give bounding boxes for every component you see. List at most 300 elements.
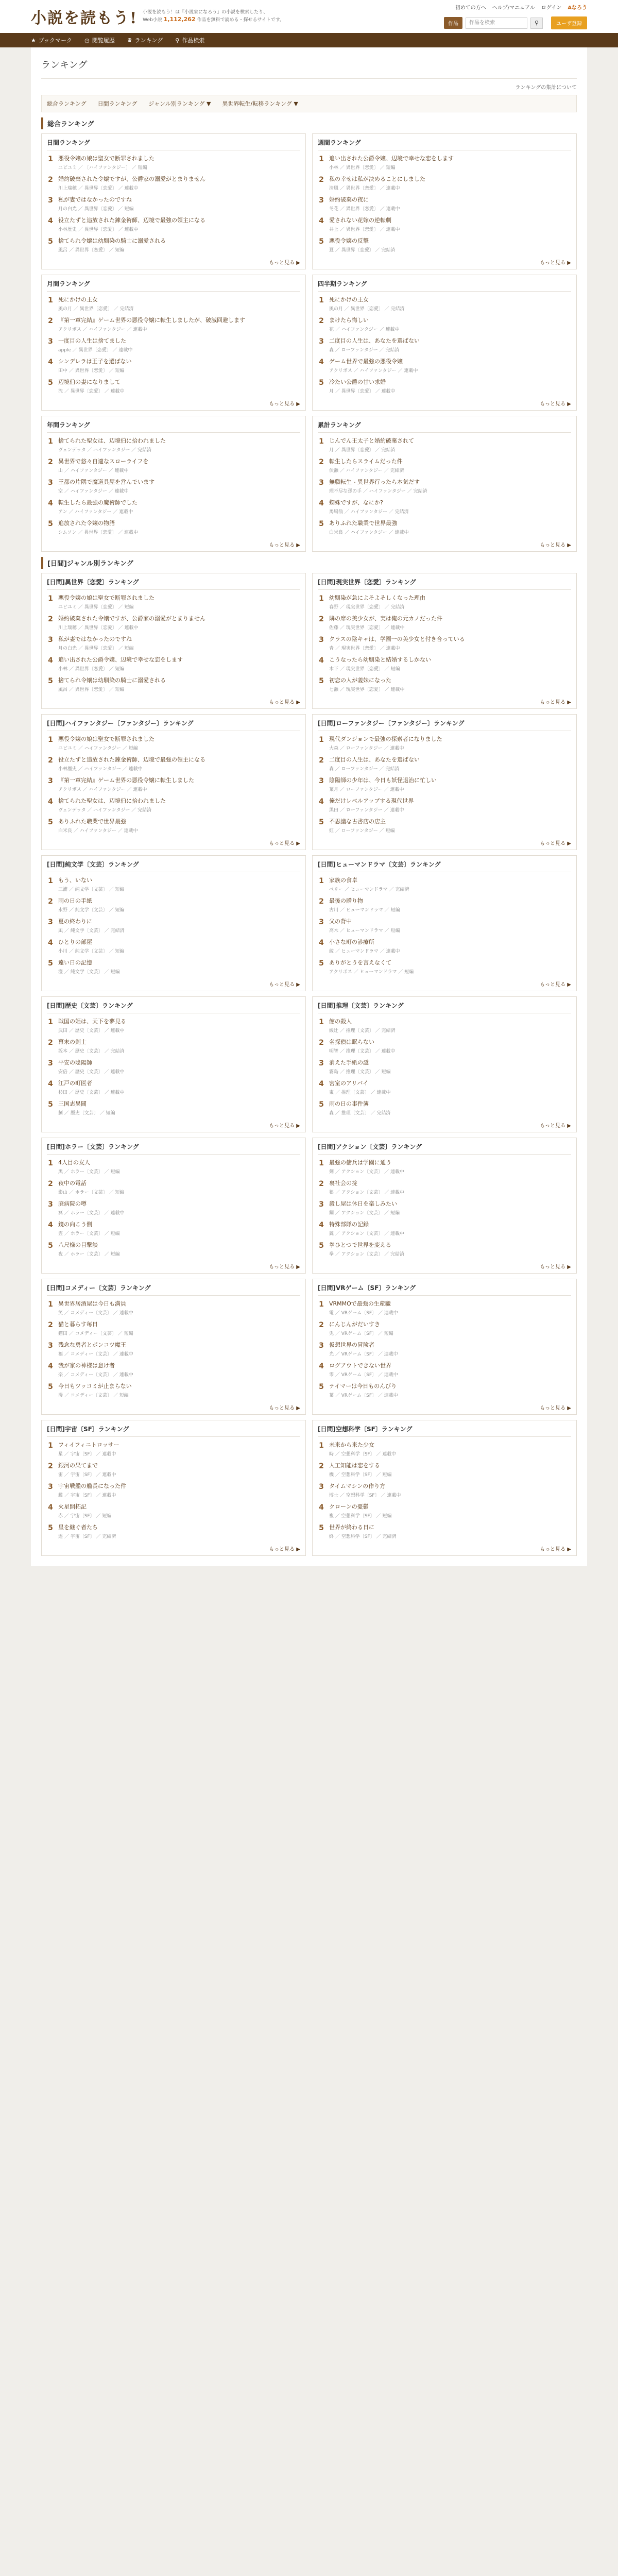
ranking-entry: [318, 1015, 571, 1036]
novel-title-link[interactable]: 廃病院の噂: [58, 1200, 87, 1207]
ranking-card: [41, 275, 306, 411]
novel-title-link[interactable]: 現代ダンジョンで最強の探索者になりました: [329, 736, 442, 742]
novel-title-link[interactable]: 追い出された公爵令嬢、辺境で幸せな恋をします: [58, 656, 183, 663]
novel-title-link[interactable]: 転生したら最強の魔術師でした: [58, 499, 138, 506]
ranking-entry: [47, 592, 300, 613]
novel-meta: 霊 ／ ホラー〔文芸〕 ／ 短編: [58, 1231, 120, 1236]
novel-meta: 綾 ／ ヒューマンドラマ ／ 連載中: [329, 949, 400, 954]
novel-title-link[interactable]: じんでん王太子と婚約破棄されて: [329, 437, 414, 444]
novel-title-link[interactable]: 陰陽師の少年は、今日も妖怪退治に忙しい: [329, 777, 437, 784]
novel-meta: 清風 ／ 異世界〔恋愛〕 ／ 連載中: [329, 186, 400, 191]
novel-title-link[interactable]: ありがとうを言えなくて: [329, 959, 391, 966]
more-link[interactable]: もっと見る ▶: [540, 1264, 571, 1270]
bookmark-icon: ★: [31, 37, 36, 44]
ranking-sections: [41, 117, 577, 1556]
novel-meta: 機 ／ 空想科学〔SF〕 ／ 短編: [329, 1472, 392, 1478]
novel-title-link[interactable]: 家族の食卓: [329, 877, 357, 884]
rank-number: 5: [319, 379, 324, 387]
ranking-entry: [318, 654, 571, 674]
rank-number: 2: [319, 1321, 324, 1329]
novel-title-link[interactable]: 婚約破棄の夜に: [329, 196, 369, 203]
novel-meta: 綾辻 ／ 推理〔文芸〕 ／ 完結済: [329, 1028, 396, 1033]
novel-meta: 福 ／ コメディー〔文芸〕 ／ 連載中: [58, 1352, 133, 1357]
ranking-card: [312, 1420, 577, 1556]
nav-ranking[interactable]: ♛ ランキング: [127, 37, 163, 44]
rank-number: 1: [319, 877, 324, 885]
ranking-entry: [47, 1157, 300, 1177]
more-link[interactable]: もっと見る ▶: [269, 401, 300, 407]
novel-title-link[interactable]: ゲーム世界で最強の悪役令嬢: [329, 358, 403, 365]
novel-title-link[interactable]: 銀河の果てまで: [58, 1462, 98, 1469]
novel-meta: アクリボス ／ ハイファンタジー ／ 連載中: [329, 368, 418, 374]
rank-number: 1: [319, 437, 324, 446]
rank-number: 4: [319, 939, 324, 947]
more-link[interactable]: もっと見る ▶: [269, 982, 300, 988]
novel-title-link[interactable]: 蜘蛛ですが、なにか?: [329, 499, 383, 506]
rank-number: 4: [319, 656, 324, 665]
ranking-entry: [318, 476, 571, 497]
ranking-card-title: [日間]ホラー〔文芸〕ランキング: [47, 1142, 300, 1155]
novel-title-link[interactable]: まけたら悔しい: [329, 317, 369, 324]
rank-number: 1: [319, 296, 324, 304]
novel-title-link[interactable]: 悪役令嬢の反撃: [329, 238, 369, 244]
ranking-entry: [47, 916, 300, 936]
novel-title-link[interactable]: 消えた手紙の謎: [329, 1059, 369, 1066]
novel-title-link[interactable]: 小さな町の診療所: [329, 939, 374, 945]
novel-title-link[interactable]: タイムマシンの作り方: [329, 1483, 386, 1489]
novel-title-link[interactable]: 遠い日の記憶: [58, 959, 92, 966]
novel-title-link[interactable]: 二度目の人生は、あなたを選ばない: [329, 337, 420, 344]
ranking-entry: [318, 376, 571, 397]
ranking-entry: [318, 314, 571, 335]
rank-number: 3: [48, 1483, 53, 1491]
search-bar: [444, 16, 587, 29]
ranking-entry: [47, 194, 300, 214]
novel-meta: 宙 ／ 宇宙〔SF〕 ／ 連載中: [58, 1472, 116, 1478]
rank-number: 2: [319, 176, 324, 184]
rank-number: 1: [319, 736, 324, 744]
novel-meta: 山 ／ ハイファンタジー ／ 連載中: [58, 468, 129, 473]
rank-number: 2: [319, 458, 324, 466]
ranking-entry: [318, 294, 571, 314]
novel-meta: ヴェンデッタ ／ ハイファンタジー ／ 完結済: [58, 448, 152, 453]
more-link[interactable]: もっと見る ▶: [269, 543, 300, 548]
novel-title-link[interactable]: 夜中の電話: [58, 1180, 87, 1187]
novel-title-link[interactable]: 追い出された公爵令嬢、辺境で幸せな恋をします: [329, 155, 454, 162]
ranking-filter-bar: [41, 95, 577, 112]
filter-genre[interactable]: ジャンル別ランキング ▼: [148, 100, 211, 107]
more-link[interactable]: もっと見る ▶: [540, 543, 571, 548]
novel-meta: apple ／ 異世界〔恋愛〕 ／ 連載中: [58, 348, 133, 353]
novel-title-link[interactable]: 三国志異聞: [58, 1100, 87, 1107]
novel-title-link[interactable]: 私が妻ではなかったのですね: [58, 636, 132, 642]
rank-number: 4: [48, 1503, 53, 1512]
novel-title-link[interactable]: ありふれた職業で世界最強: [58, 818, 126, 825]
more-link[interactable]: もっと見る ▶: [540, 1547, 571, 1552]
rank-number: 5: [48, 520, 53, 528]
rank-number: 1: [48, 1159, 53, 1167]
rank-number: 3: [48, 636, 53, 644]
site-header: [0, 0, 618, 33]
ranking-entry: [318, 1339, 571, 1360]
novel-meta: 田中 ／ 異世界〔恋愛〕 ／ 短編: [58, 368, 125, 374]
novel-title-link[interactable]: クローンの憂鬱: [329, 1503, 369, 1510]
novel-meta: 劉 ／ 歴史〔文芸〕 ／ 短編: [58, 1111, 115, 1116]
filter-overall[interactable]: 総合ランキング: [47, 100, 87, 107]
novel-title-link[interactable]: 館の殺人: [329, 1018, 352, 1025]
novel-title-link[interactable]: 未来から来た少女: [329, 1442, 374, 1448]
more-link[interactable]: もっと見る ▶: [540, 401, 571, 407]
novel-title-link[interactable]: 捨てられた聖女は、辺境伯に拾われました: [58, 437, 166, 444]
rank-number: 3: [48, 1342, 53, 1350]
rank-number: 2: [319, 317, 324, 325]
novel-title-link[interactable]: にんじんがだいすき: [329, 1321, 380, 1328]
main-nav: [0, 33, 618, 47]
ranking-entry: [318, 1480, 571, 1501]
ranking-entry: [47, 795, 300, 816]
ranking-card-title: [日間]ハイファンタジー〔ファンタジー〕ランキング: [47, 719, 300, 731]
ranking-entry: [318, 214, 571, 235]
novel-title-link[interactable]: 夏の終わりに: [58, 918, 92, 925]
novel-title-link[interactable]: 拳ひとつで世界を変える: [329, 1242, 391, 1248]
rank-number: 5: [48, 1242, 53, 1250]
ranking-entry: [318, 795, 571, 816]
rank-number: 1: [319, 155, 324, 163]
ranking-card-title: 累計ランキング: [318, 420, 571, 433]
novel-meta: 月 ／ 異世界〔恋愛〕 ／ 連載中: [329, 389, 396, 394]
novel-title-link[interactable]: 捨てられ令嬢は幼馴染の騎士に溺愛される: [58, 677, 166, 684]
ranking-entry: [47, 1015, 300, 1036]
novel-title-link[interactable]: 火星開拓記: [58, 1503, 87, 1510]
rank-number: 2: [319, 1039, 324, 1047]
novel-title-link[interactable]: 雨の日の事件簿: [329, 1100, 369, 1107]
novel-title-link[interactable]: 残念な勇者とポンコツ魔王: [58, 1342, 126, 1348]
more-link[interactable]: もっと見る ▶: [269, 1123, 300, 1129]
more-link[interactable]: もっと見る ▶: [269, 1264, 300, 1270]
user-register-button[interactable]: ユーザ登録: [551, 16, 587, 29]
rank-number: 4: [48, 1362, 53, 1370]
novel-title-link[interactable]: 仮想世界の冒険者: [329, 1342, 374, 1348]
ranking-entry: [47, 1521, 300, 1542]
novel-title-link[interactable]: 猫と暮らす毎日: [58, 1321, 98, 1328]
site-tagline: [143, 9, 313, 24]
ranking-entry: [47, 517, 300, 538]
novel-meta: 森 ／ ローファンタジー ／ 完結済: [329, 348, 400, 353]
novel-title-link[interactable]: ありふれた職業で世界最強: [329, 520, 397, 527]
novel-meta: 楽 ／ コメディー〔文芸〕 ／ 連載中: [58, 1372, 133, 1378]
ranking-entry: [47, 214, 300, 235]
novel-title-link[interactable]: 人工知能は恋をする: [329, 1462, 380, 1469]
novel-title-link[interactable]: 星を継ぐ者たち: [58, 1524, 98, 1531]
novel-title-link[interactable]: 父の背中: [329, 918, 352, 925]
novel-title-link[interactable]: 一度目の人生は捨てました: [58, 337, 126, 344]
novel-title-link[interactable]: 二度目の人生は、あなたを選ばない: [329, 756, 420, 763]
novel-meta: 光 ／ VRゲーム〔SF〕 ／ 連載中: [329, 1352, 398, 1357]
novel-meta: ヴェンデッタ ／ ハイファンタジー ／ 完結済: [58, 808, 152, 813]
ranking-entry: [47, 774, 300, 795]
ranking-about-link[interactable]: ランキングの集計について: [515, 85, 577, 91]
novel-title-link[interactable]: 最後の贈り物: [329, 897, 363, 904]
novel-title-link[interactable]: 悪役令嬢の娘は聖女で断罪されました: [58, 155, 154, 162]
rank-number: 1: [48, 437, 53, 446]
novel-title-link[interactable]: 異世界居酒屋は今日も満員: [58, 1300, 126, 1307]
novel-title-link[interactable]: 死にかけの王女: [58, 296, 98, 303]
novel-meta: 拳 ／ アクション〔文芸〕 ／ 完結済: [329, 1252, 404, 1257]
rank-number: 5: [48, 1383, 53, 1391]
novel-title-link[interactable]: 役立たずと追放された錬金術師、辺境で最強の領主になる: [58, 217, 205, 224]
ranking-entry: [47, 476, 300, 497]
ranking-entry: [318, 1177, 571, 1198]
ranking-entry: [318, 1380, 571, 1401]
novel-title-link[interactable]: 幕末の剣士: [58, 1039, 87, 1045]
novel-title-link[interactable]: 江戸の町医者: [58, 1080, 92, 1087]
filter-isekai[interactable]: 異世界転生/転移ランキング ▼: [222, 100, 298, 107]
novel-meta: 星 ／ 宇宙〔SF〕 ／ 連載中: [58, 1452, 116, 1457]
rank-number: 3: [319, 1483, 324, 1491]
rank-number: 1: [48, 595, 53, 603]
rank-number: 5: [48, 818, 53, 826]
novel-meta: 猫田 ／ コメディー〔文芸〕 ／ 短編: [58, 1331, 133, 1336]
novel-title-link[interactable]: 死にかけの王女: [329, 296, 369, 303]
novel-title-link[interactable]: 宇宙戦艦の艦長になった件: [58, 1483, 126, 1489]
novel-title-link[interactable]: 転生したらスライムだった件: [329, 458, 403, 465]
novel-title-link[interactable]: 裏社会の掟: [329, 1180, 357, 1187]
ranking-entry: [47, 613, 300, 633]
site-logo[interactable]: 小説を読もう!: [31, 9, 138, 27]
rank-number: 3: [48, 337, 53, 346]
ranking-entry: [318, 173, 571, 194]
rank-number: 1: [48, 1442, 53, 1450]
more-link[interactable]: もっと見る ▶: [540, 260, 571, 266]
ranking-card: [312, 714, 577, 850]
rank-number: 2: [48, 1462, 53, 1470]
help-link[interactable]: ヘルプ/マニュアル: [492, 5, 535, 11]
rank-number: 3: [319, 479, 324, 487]
ranking-entry: [47, 1318, 300, 1339]
ranking-card-title: [日間]異世界〔恋愛〕ランキング: [47, 578, 300, 590]
novel-meta: 風の月 ／ 異世界〔恋愛〕 ／ 完結済: [329, 307, 405, 312]
novel-meta: 博士 ／ 空想科学〔SF〕 ／ 連載中: [329, 1493, 401, 1498]
novel-title-link[interactable]: 今日もツッコミが止まらない: [58, 1383, 132, 1389]
novel-meta: 白米良 ／ ハイファンタジー ／ 連載中: [58, 828, 138, 834]
novel-title-link[interactable]: 名探偵は眠らない: [329, 1039, 374, 1045]
novel-meta: 兎 ／ VRゲーム〔SF〕 ／ 短編: [329, 1331, 393, 1336]
ranking-card-title: [日間]コメディー〔文芸〕ランキング: [47, 1283, 300, 1296]
novel-meta: ユビユミ ／ 〔ハイファンタジー〕 ／ 短編: [58, 165, 147, 171]
more-link[interactable]: もっと見る ▶: [269, 841, 300, 846]
novel-title-link[interactable]: 4人目の友人: [58, 1159, 90, 1166]
novel-meta: 小林 ／ 異世界〔恋愛〕 ／ 短編: [329, 165, 396, 171]
novel-meta: 高木 ／ ヒューマンドラマ ／ 短編: [329, 928, 400, 934]
ranking-entry: [47, 816, 300, 836]
more-link[interactable]: もっと見る ▶: [269, 260, 300, 266]
page-title: ランキング: [41, 54, 577, 79]
nav-search[interactable]: ⚲ 作品検索: [175, 37, 205, 44]
novel-title-link[interactable]: 捨てられた聖女は、辺境伯に拾われました: [58, 798, 166, 804]
ranking-card: [41, 416, 306, 552]
search-icon: ⚲: [175, 37, 180, 44]
ranking-card-title: [日間]宇宙〔SF〕ランキング: [47, 1425, 300, 1437]
novel-title-link[interactable]: もう、いない: [58, 877, 92, 884]
novel-title-link[interactable]: ひとりの部屋: [58, 939, 92, 945]
novel-meta: 複 ／ 空想科学〔SF〕 ／ 短編: [329, 1514, 392, 1519]
novel-meta: 森 ／ ローファンタジー ／ 完結済: [329, 767, 400, 772]
ranking-card-title: 月間ランキング: [47, 279, 300, 292]
novel-title-link[interactable]: 婚約破棄された令嬢ですが、公爵家の溺愛がとまりません: [58, 615, 205, 622]
filter-daily[interactable]: 日間ランキング: [97, 100, 138, 107]
novel-title-link[interactable]: 鏡の向こう側: [58, 1221, 92, 1228]
novel-meta: 漫 ／ コメディー〔文芸〕 ／ 短編: [58, 1393, 129, 1398]
ranking-entry: [318, 435, 571, 455]
more-link[interactable]: もっと見る ▶: [269, 700, 300, 705]
novel-title-link[interactable]: 冷たい公爵の甘い求婚: [329, 379, 386, 385]
novel-meta: 安倍 ／ 歴史〔文芸〕 ／ 連載中: [58, 1070, 125, 1075]
novel-meta: 七瀬 ／ 現実世界〔恋愛〕 ／ 連載中: [329, 687, 405, 692]
novel-title-link[interactable]: 役立たずと追放された錬金術師、辺境で最強の領主になる: [58, 756, 205, 763]
ranking-entry: [47, 936, 300, 957]
login-link[interactable]: ログイン: [541, 5, 562, 11]
novel-title-link[interactable]: シンデレラは王子を選ばない: [58, 358, 132, 365]
nav-bookmark[interactable]: ★ ブックマーク: [31, 37, 73, 44]
rank-number: 3: [319, 1342, 324, 1350]
ranking-entry: [47, 733, 300, 754]
novel-meta: 冬花 ／ 異世界〔恋愛〕 ／ 連載中: [329, 207, 400, 212]
novel-title-link[interactable]: フィイフィニトロッサー: [58, 1442, 119, 1448]
rank-number: 4: [319, 358, 324, 366]
novel-title-link[interactable]: 悪役令嬢の娘は聖女で断罪されました: [58, 736, 154, 742]
novel-meta: 風の月 ／ 異世界〔恋愛〕 ／ 完結済: [58, 307, 134, 312]
novel-title-link[interactable]: 王都の片隅で魔道具屋を営んでいます: [58, 479, 154, 485]
novel-title-link[interactable]: 隣の席の美少女が、実は俺の元カノだった件: [329, 615, 442, 622]
novel-title-link[interactable]: 平安の陰陽師: [58, 1059, 92, 1066]
novel-title-link[interactable]: 婚約破棄された令嬢ですが、公爵家の溺愛がとまりません: [58, 176, 205, 182]
novel-meta: 杉田 ／ 歴史〔文芸〕 ／ 連載中: [58, 1090, 125, 1095]
rank-number: 2: [319, 615, 324, 623]
ranking-entry: [47, 1239, 300, 1260]
novel-title-link[interactable]: 愛されない花嫁の逆転劇: [329, 217, 391, 224]
ranking-card: [312, 133, 577, 269]
novel-meta: 井上 ／ 異世界〔恋愛〕 ／ 連載中: [329, 227, 400, 232]
novel-meta: アクリボス ／ ハイファンタジー ／ 連載中: [58, 327, 147, 332]
ranking-entry: [318, 592, 571, 613]
novel-meta: シムソン ／ 異世界〔恋愛〕 ／ 連載中: [58, 530, 139, 535]
ranking-card: [41, 1420, 306, 1556]
rank-number: 5: [319, 1383, 324, 1391]
more-link[interactable]: もっと見る ▶: [540, 1123, 571, 1129]
rank-number: 1: [48, 736, 53, 744]
more-link[interactable]: もっと見る ▶: [269, 1547, 300, 1552]
ranking-entry: [318, 497, 571, 517]
novel-title-link[interactable]: 追放された令嬢の物語: [58, 520, 115, 527]
ranking-entry: [318, 1360, 571, 1380]
novel-meta: 剣 ／ アクション〔文芸〕 ／ 連載中: [329, 1170, 404, 1175]
ranking-entry: [47, 874, 300, 895]
novel-title-link[interactable]: 八尺様の目撃談: [58, 1242, 98, 1248]
novel-title-link[interactable]: テイマーは今日ものんびり: [329, 1383, 397, 1389]
novel-meta: 佐藤 ／ 現実世界〔恋愛〕 ／ 連載中: [329, 625, 405, 631]
novel-title-link[interactable]: 殺し屋は休日を楽しみたい: [329, 1200, 397, 1207]
more-link[interactable]: もっと見る ▶: [540, 982, 571, 988]
rank-number: 1: [48, 296, 53, 304]
rank-number: 5: [319, 818, 324, 826]
novel-title-link[interactable]: 『第一章完結』ゲーム世界の悪役令嬢に転生しましたが、破滅回避します: [58, 317, 245, 324]
rank-number: 5: [319, 1242, 324, 1250]
ranking-entry: [318, 1521, 571, 1542]
more-link[interactable]: もっと見る ▶: [269, 1405, 300, 1411]
novel-title-link[interactable]: 辺境伯の妻になりまして: [58, 379, 121, 385]
more-link[interactable]: もっと見る ▶: [540, 841, 571, 846]
novel-title-link[interactable]: こうなったら幼馴染と結婚するしかない: [329, 656, 431, 663]
rank-number: 5: [319, 959, 324, 968]
novel-meta: 大森 ／ ローファンタジー ／ 連載中: [329, 746, 404, 751]
rank-number: 5: [319, 238, 324, 246]
more-link[interactable]: もっと見る ▶: [540, 700, 571, 705]
ranking-entry: [318, 1218, 571, 1239]
search-type-select[interactable]: 作品: [444, 17, 462, 29]
ranking-entry: [318, 1501, 571, 1521]
novel-title-link[interactable]: ログアウトできない世界: [329, 1362, 391, 1369]
ranking-entry: [47, 1439, 300, 1460]
search-input[interactable]: [466, 18, 527, 29]
novel-title-link[interactable]: 『第一章完結』ゲーム世界の悪役令嬢に転生しました: [58, 777, 194, 784]
novel-meta: ベリー ／ ヒューマンドラマ ／ 完結済: [329, 887, 409, 892]
rank-number: 4: [319, 1503, 324, 1512]
novel-title-link[interactable]: 戦国の姫は、天下を夢見る: [58, 1018, 126, 1025]
novel-title-link[interactable]: 私の幸せは私が決めることにしました: [329, 176, 425, 182]
ranking-entry: [47, 355, 300, 376]
ranking-entry: [47, 1057, 300, 1077]
nav-history[interactable]: ◷ 閲覧履歴: [84, 37, 115, 44]
rank-number: 3: [319, 777, 324, 785]
ranking-entry: [47, 294, 300, 314]
novel-title-link[interactable]: VRMMOで最強の生産職: [329, 1300, 391, 1307]
novel-title-link[interactable]: 最強の傭兵は学園に通う: [329, 1159, 391, 1166]
novel-title-link[interactable]: クラスの陰キャは、学園一の美少女と付き合っている: [329, 636, 465, 642]
ranking-entry: [47, 1480, 300, 1501]
novel-title-link[interactable]: 雨の日の手紙: [58, 897, 92, 904]
novel-title-link[interactable]: 無職転生 - 異世界行ったら本気だす: [329, 479, 420, 485]
novel-title-link[interactable]: 捨てられ令嬢は幼馴染の騎士に溺愛される: [58, 238, 166, 244]
novel-title-link[interactable]: 異世界で悠々自適なスローライフを: [58, 458, 149, 465]
novel-title-link[interactable]: 不思議な古書店の店主: [329, 818, 386, 825]
search-icon[interactable]: ⚲: [530, 18, 543, 29]
novel-title-link[interactable]: 俺だけレベルアップする現代世界: [329, 798, 414, 804]
first-visit-link[interactable]: 初めての方へ: [455, 5, 486, 11]
ranking-entry: [318, 916, 571, 936]
novel-title-link[interactable]: 世界が終わる日に: [329, 1524, 374, 1531]
novel-meta: 黒田 ／ ローファンタジー ／ 連載中: [329, 808, 404, 813]
novel-meta: 古川 ／ ヒューマンドラマ ／ 短編: [329, 908, 400, 913]
novel-title-link[interactable]: 特殊部隊の記録: [329, 1221, 369, 1228]
novel-meta: 月の白光 ／ 異世界〔恋愛〕 ／ 短編: [58, 646, 134, 651]
rank-number: 1: [319, 595, 324, 603]
rank-number: 4: [48, 217, 53, 225]
ranking-entry: [47, 895, 300, 916]
novel-title-link[interactable]: 幼馴染が急によそよそしくなった理由: [329, 595, 425, 601]
ranking-card-title: [日間]空想科学〔SF〕ランキング: [318, 1425, 571, 1437]
crown-icon: ♛: [127, 37, 132, 44]
ranking-card-title: 四半期ランキング: [318, 279, 571, 292]
novel-meta: 葉月 ／ ローファンタジー ／ 連載中: [329, 787, 404, 792]
novel-title-link[interactable]: 悪役令嬢の娘は聖女で断罪されました: [58, 595, 154, 601]
novel-title-link[interactable]: 我が家の神様は怠け者: [58, 1362, 115, 1369]
ranking-entry: [318, 895, 571, 916]
novel-title-link[interactable]: 私が妻ではなかったのですね: [58, 196, 132, 203]
novel-title-link[interactable]: 初恋の人が義妹になった: [329, 677, 391, 684]
more-link[interactable]: もっと見る ▶: [540, 1405, 571, 1411]
novel-title-link[interactable]: 密室のアリバイ: [329, 1080, 369, 1087]
rank-number: 3: [319, 1059, 324, 1067]
